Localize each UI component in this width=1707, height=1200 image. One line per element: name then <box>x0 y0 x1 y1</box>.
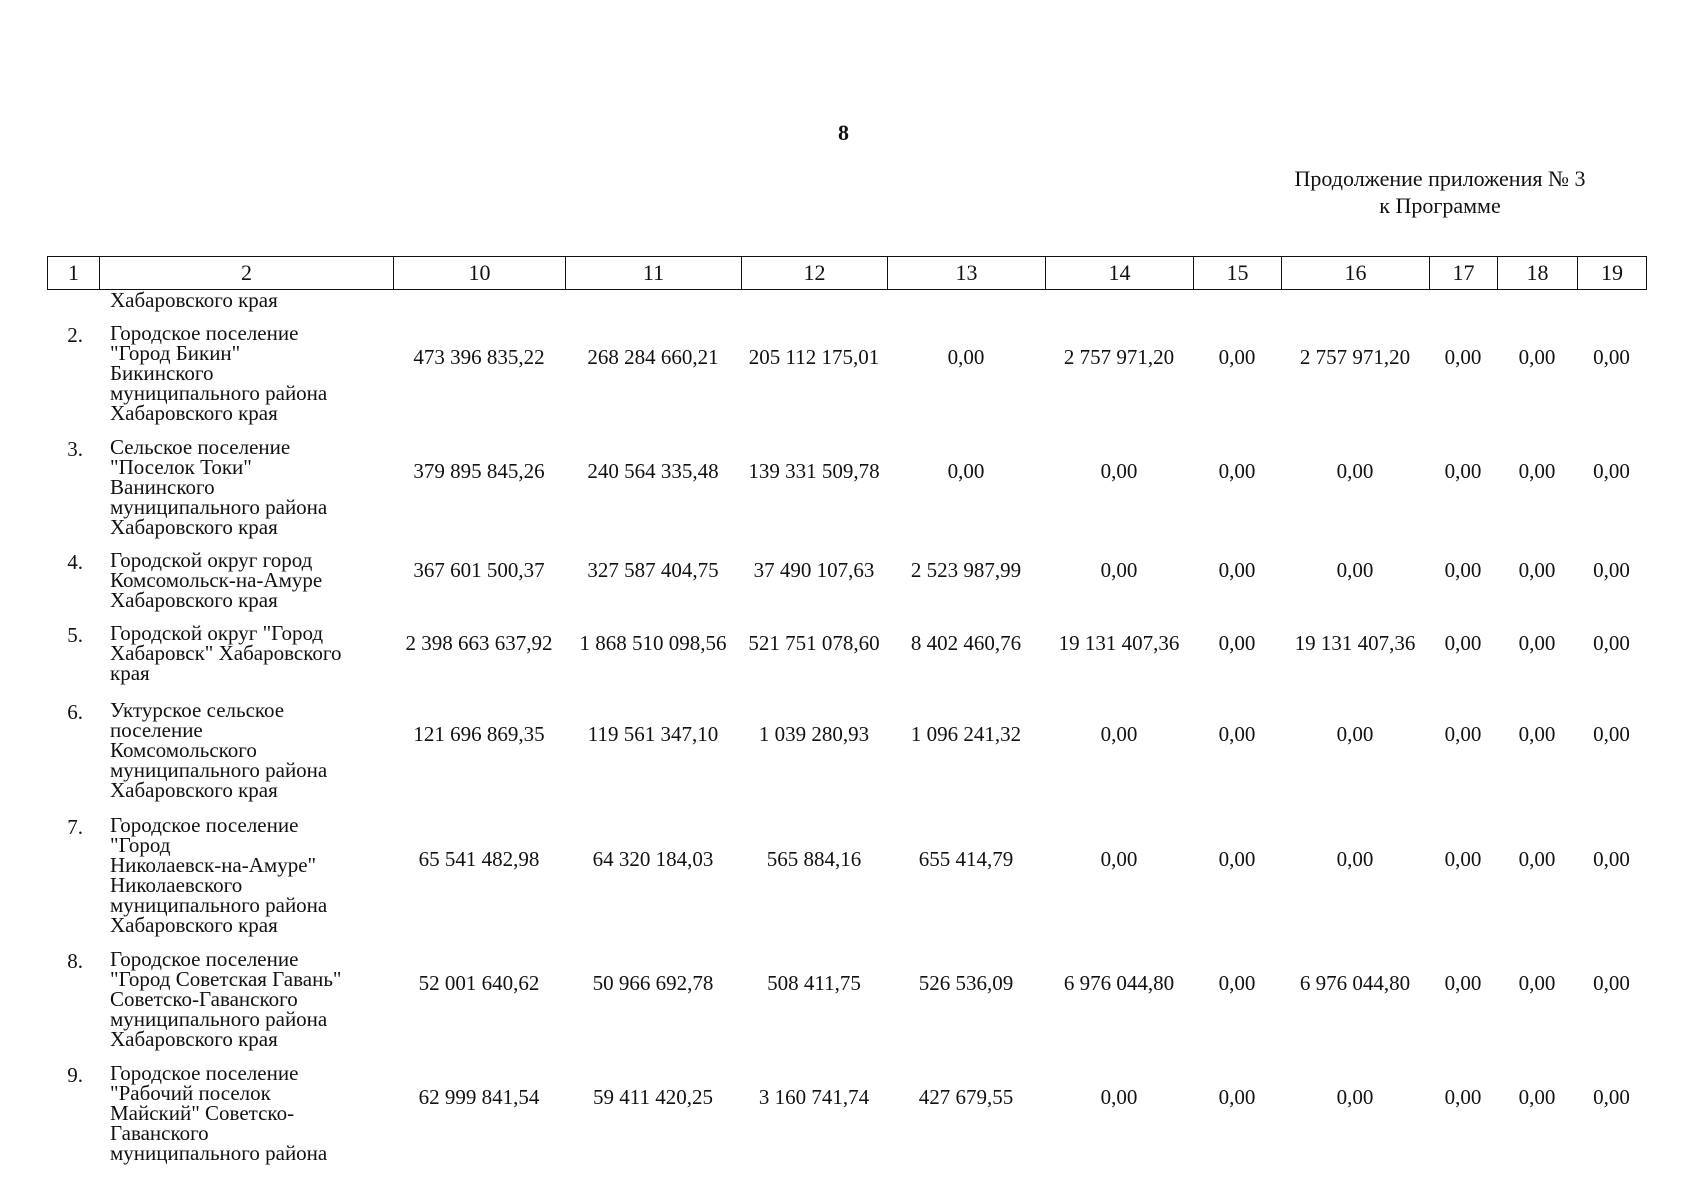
row-name-line: "Город Бикин" <box>110 341 241 365</box>
row-name-line: муниципального района <box>110 1141 328 1165</box>
cell-col-17: 0,00 <box>1444 631 1482 655</box>
row-name-line: Городское поселение <box>110 947 299 971</box>
row-name-line: Хабаровского края <box>110 778 278 802</box>
cell-col-13: 1 096 241,32 <box>910 722 1022 746</box>
cell-col-14: 6 976 044,80 <box>1063 971 1175 995</box>
cell-col-12: 139 331 509,78 <box>748 459 880 483</box>
header-col-11: 11 <box>566 257 742 290</box>
row-name-line: Городское поселение <box>110 321 299 345</box>
cell-col-10: 379 895 845,26 <box>413 459 545 483</box>
header-col-1: 1 <box>48 257 100 290</box>
cell-col-17: 0,00 <box>1444 971 1482 995</box>
header-col-13: 13 <box>888 257 1046 290</box>
cell-col-14: 0,00 <box>1100 558 1138 582</box>
cell-col-16: 0,00 <box>1336 459 1374 483</box>
row-name <box>110 550 410 610</box>
cell-col-13: 2 523 987,99 <box>910 558 1022 582</box>
continued-row-name: Хабаровского края <box>110 288 278 312</box>
row-number: 6. <box>67 700 83 724</box>
cell-col-17: 0,00 <box>1444 847 1482 871</box>
row-name-line: Городской округ "Город <box>110 621 324 645</box>
cell-col-16: 0,00 <box>1336 722 1374 746</box>
row-name-line: "Город Советская Гавань" <box>110 967 342 991</box>
cell-col-18: 0,00 <box>1518 847 1556 871</box>
row-name-line: Николаевского <box>110 873 243 897</box>
cell-col-15: 0,00 <box>1218 459 1256 483</box>
cell-col-15: 0,00 <box>1218 631 1256 655</box>
cell-col-13: 427 679,55 <box>918 1085 1014 1109</box>
cell-col-11: 59 411 420,25 <box>593 1085 713 1109</box>
cell-col-11: 1 868 510 098,56 <box>579 631 727 655</box>
cell-col-19: 0,00 <box>1593 558 1630 582</box>
cell-col-13: 655 414,79 <box>918 847 1014 871</box>
cell-col-18: 0,00 <box>1518 722 1556 746</box>
cell-col-10: 121 696 869,35 <box>413 722 545 746</box>
cell-col-19: 0,00 <box>1593 971 1630 995</box>
cell-col-10: 62 999 841,54 <box>418 1085 540 1109</box>
cell-col-19: 0,00 <box>1593 1085 1630 1109</box>
cell-col-15: 0,00 <box>1218 847 1256 871</box>
row-number: 8. <box>67 949 83 973</box>
cell-col-18: 0,00 <box>1518 345 1556 369</box>
cell-col-15: 0,00 <box>1218 558 1256 582</box>
cell-col-19: 0,00 <box>1593 722 1630 746</box>
cell-col-16: 2 757 971,20 <box>1299 345 1411 369</box>
cell-col-11: 327 587 404,75 <box>587 558 719 582</box>
header-col-10: 10 <box>394 257 566 290</box>
cell-col-10: 52 001 640,62 <box>418 971 540 995</box>
cell-col-15: 0,00 <box>1218 971 1256 995</box>
cell-col-13: 526 536,09 <box>918 971 1014 995</box>
row-name-line: Сельское поселение <box>110 435 291 459</box>
row-number: 3. <box>67 437 83 461</box>
cell-col-12: 205 112 175,01 <box>748 345 880 369</box>
cell-col-15: 0,00 <box>1218 722 1256 746</box>
cell-col-14: 0,00 <box>1100 722 1138 746</box>
cell-col-11: 240 564 335,48 <box>587 459 719 483</box>
cell-col-18: 0,00 <box>1518 971 1556 995</box>
cell-col-15: 0,00 <box>1218 345 1256 369</box>
cell-col-11: 119 561 347,10 <box>587 722 719 746</box>
cell-col-13: 0,00 <box>947 459 985 483</box>
row-name-line: "Поселок Токи" <box>110 455 252 479</box>
cell-col-18: 0,00 <box>1518 558 1556 582</box>
cell-col-14: 2 757 971,20 <box>1063 345 1175 369</box>
row-name-line: Хабаровского края <box>110 588 278 612</box>
cell-col-17: 0,00 <box>1444 722 1482 746</box>
row-name-line: Хабаровского края <box>110 515 278 539</box>
table-header <box>47 256 1647 290</box>
row-name-line: Гаванского <box>110 1121 209 1145</box>
row-name-line: Николаевск-на-Амуре" <box>110 853 317 877</box>
row-name-line: муниципального района <box>110 893 328 917</box>
cell-col-16: 6 976 044,80 <box>1299 971 1411 995</box>
row-name-line: муниципального района <box>110 758 328 782</box>
cell-col-18: 0,00 <box>1518 1085 1556 1109</box>
page-number: 8 <box>838 120 849 145</box>
cell-col-18: 0,00 <box>1518 459 1556 483</box>
row-name-line: Бикинского <box>110 361 214 385</box>
cell-col-13: 0,00 <box>947 345 985 369</box>
row-name-line: Городской округ город <box>110 548 313 572</box>
row-name <box>110 815 410 935</box>
row-number: 9. <box>67 1063 83 1087</box>
row-name-line: Городское поселение <box>110 813 299 837</box>
cell-col-12: 508 411,75 <box>767 971 861 995</box>
cell-col-19: 0,00 <box>1593 459 1630 483</box>
cell-col-12: 565 884,16 <box>766 847 862 871</box>
row-name-line: края <box>110 661 150 685</box>
row-name-line: Советско-Гаванского <box>110 987 298 1011</box>
row-name-line: "Город <box>110 833 171 857</box>
header-col-2: 2 <box>100 257 394 290</box>
appendix-line-2: к Программе <box>1379 193 1501 218</box>
row-number: 5. <box>67 623 83 647</box>
cell-col-19: 0,00 <box>1593 345 1630 369</box>
cell-col-11: 64 320 184,03 <box>592 847 714 871</box>
cell-col-12: 521 751 078,60 <box>748 631 880 655</box>
row-name-line: Ванинского <box>110 475 215 499</box>
row-name-line: муниципального района <box>110 381 328 405</box>
row-name-line: Хабаровск" Хабаровского <box>110 641 342 665</box>
cell-col-17: 0,00 <box>1444 1085 1482 1109</box>
cell-col-10: 65 541 482,98 <box>418 847 540 871</box>
row-name-line: Хабаровского края <box>110 401 278 425</box>
cell-col-10: 2 398 663 637,92 <box>405 631 553 655</box>
row-name-line: Майский" Советско- <box>110 1101 295 1125</box>
header-col-14: 14 <box>1046 257 1194 290</box>
cell-col-16: 19 131 407,36 <box>1294 631 1416 655</box>
cell-col-10: 367 601 500,37 <box>413 558 545 582</box>
row-name-line: Городское поселение <box>110 1061 299 1085</box>
row-name <box>110 1063 410 1163</box>
row-name-line: муниципального района <box>110 1007 328 1031</box>
appendix-note <box>1200 165 1680 219</box>
cell-col-14: 0,00 <box>1100 459 1138 483</box>
row-name <box>110 623 410 683</box>
row-name <box>110 949 410 1049</box>
cell-col-19: 0,00 <box>1593 631 1630 655</box>
cell-col-10: 473 396 835,22 <box>413 345 545 369</box>
row-name <box>110 700 410 800</box>
cell-col-14: 0,00 <box>1100 1085 1138 1109</box>
header-col-17: 17 <box>1430 257 1498 290</box>
row-name-line: Хабаровского края <box>110 1027 278 1051</box>
row-number: 2. <box>67 323 83 347</box>
row-name-line: поселение <box>110 718 203 742</box>
cell-col-12: 37 490 107,63 <box>753 558 875 582</box>
row-name <box>110 437 410 537</box>
cell-col-12: 3 160 741,74 <box>758 1085 870 1109</box>
cell-col-11: 268 284 660,21 <box>587 345 719 369</box>
row-name <box>110 323 410 423</box>
cell-col-14: 19 131 407,36 <box>1058 631 1180 655</box>
cell-col-17: 0,00 <box>1444 345 1482 369</box>
row-name-line: Хабаровского края <box>110 913 278 937</box>
row-number: 7. <box>67 815 83 839</box>
cell-col-11: 50 966 692,78 <box>592 971 714 995</box>
row-name-line: Комсомольск-на-Амуре <box>110 568 323 592</box>
header-col-18: 18 <box>1498 257 1578 290</box>
cell-col-16: 0,00 <box>1336 1085 1374 1109</box>
cell-col-16: 0,00 <box>1336 847 1374 871</box>
header-col-12: 12 <box>742 257 888 290</box>
cell-col-18: 0,00 <box>1518 631 1556 655</box>
row-name-line: "Рабочий поселок <box>110 1081 271 1105</box>
appendix-line-1: Продолжение приложения № 3 <box>1294 166 1586 191</box>
cell-col-19: 0,00 <box>1593 847 1630 871</box>
cell-col-14: 0,00 <box>1100 847 1138 871</box>
row-name-line: муниципального района <box>110 495 328 519</box>
cell-col-13: 8 402 460,76 <box>910 631 1022 655</box>
cell-col-15: 0,00 <box>1218 1085 1256 1109</box>
cell-col-17: 0,00 <box>1444 459 1482 483</box>
cell-col-12: 1 039 280,93 <box>758 722 870 746</box>
header-col-15: 15 <box>1194 257 1282 290</box>
header-col-16: 16 <box>1282 257 1430 290</box>
row-number: 4. <box>67 550 83 574</box>
cell-col-17: 0,00 <box>1444 558 1482 582</box>
cell-col-16: 0,00 <box>1336 558 1374 582</box>
row-name-line: Комсомольского <box>110 738 257 762</box>
header-col-19: 19 <box>1578 257 1647 290</box>
row-name-line: Уктурское сельское <box>110 698 285 722</box>
